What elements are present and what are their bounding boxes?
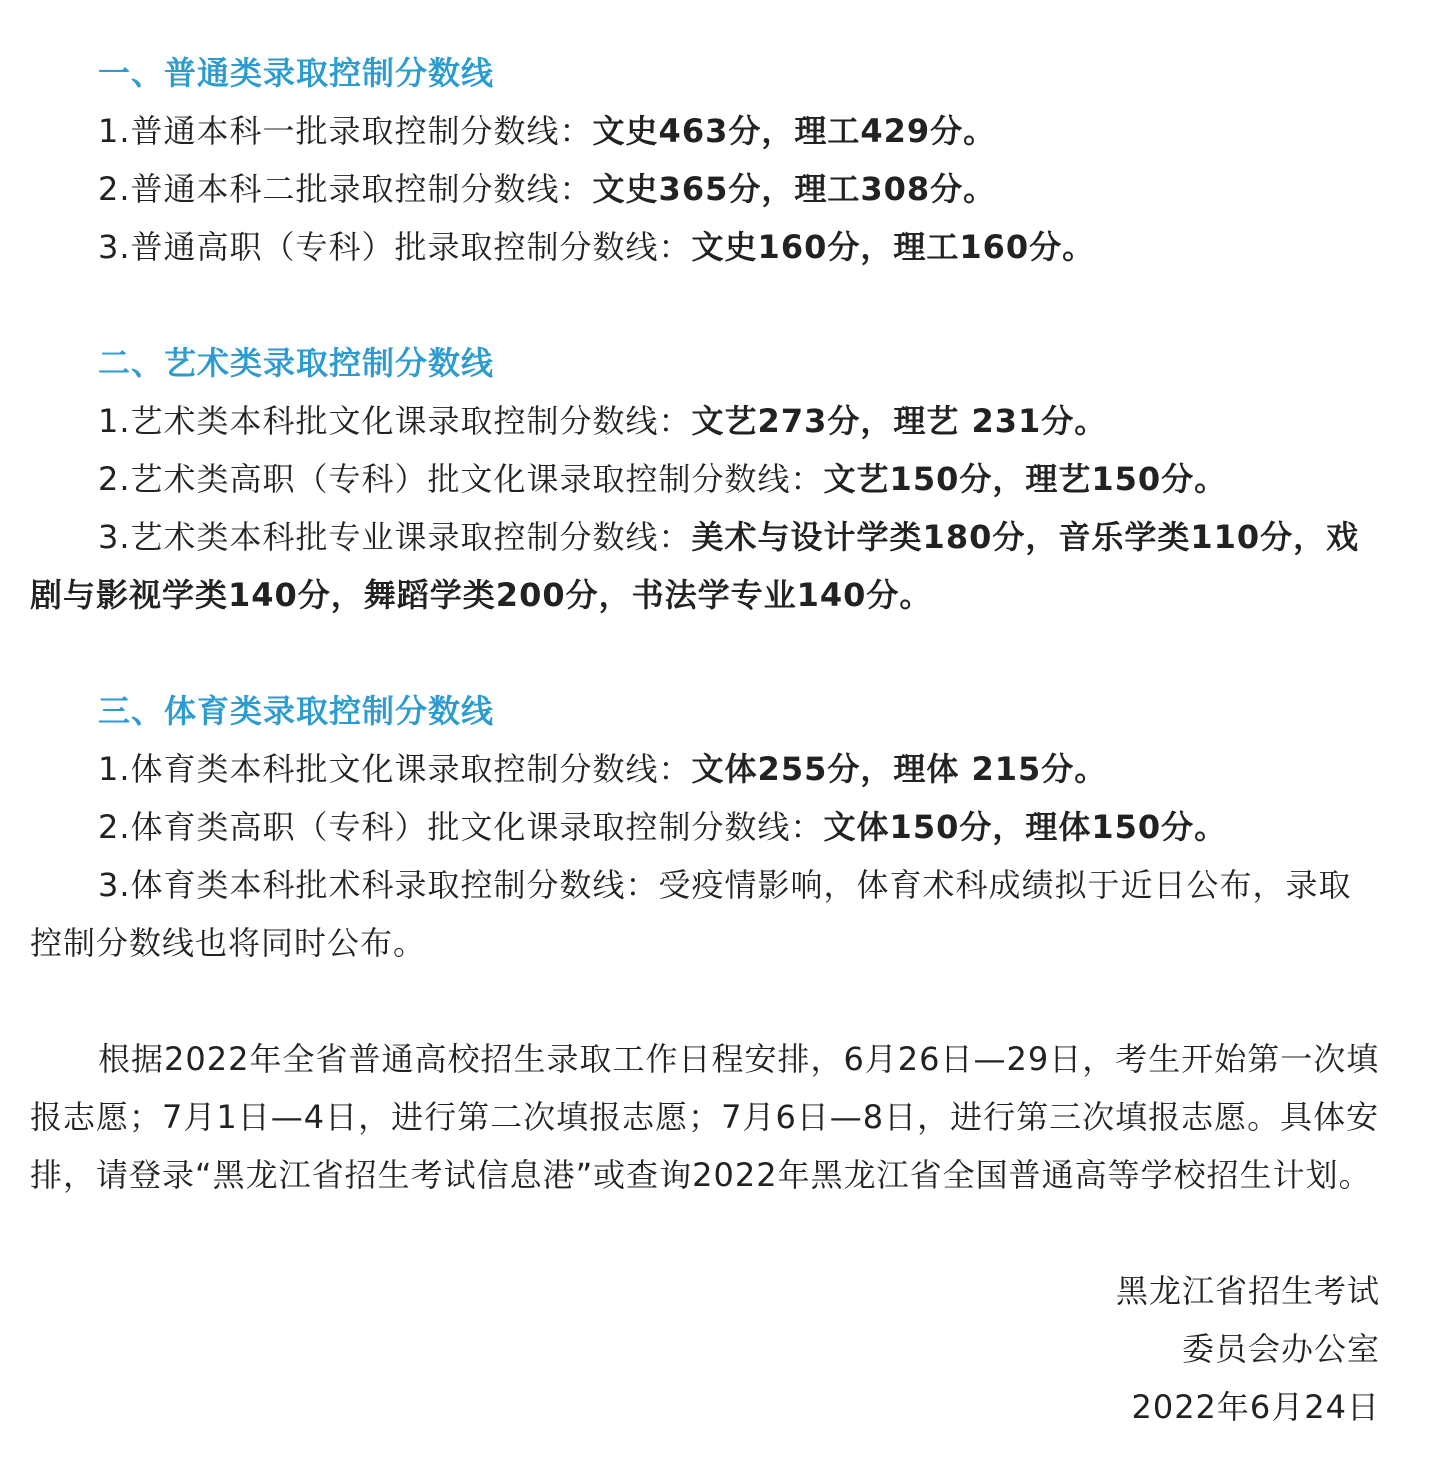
score-label: 2.体育类高职（专科）批文化课录取控制分数线： bbox=[98, 808, 824, 846]
score-line bbox=[30, 798, 1380, 856]
score-label: 2.普通本科二批录取控制分数线： bbox=[98, 170, 593, 208]
score-value: 文体255分，理体 215分。 bbox=[691, 750, 1108, 788]
score-label: 3.体育类本科批术科录取控制分数线：受疫情影响，体育术科成绩拟于近日公布，录取控制分数线也将同时公布。 bbox=[30, 866, 1352, 962]
schedule-notice: 根据2022年全省普通高校招生录取工作日程安排，6月26日—29日，考生开始第一次填报志愿；7月1日—4日，进行第二次填报志愿；7月6日—8日，进行第三次填报志愿。具体安排，请登录“黑龙江省招生考试信息港”或查询2022年黑龙江省全国普通高等学校招生计划。 bbox=[30, 1040, 1380, 1194]
score-value: 文史160分，理工160分。 bbox=[691, 228, 1096, 266]
section-heading: 三、体育类录取控制分数线 bbox=[98, 692, 495, 730]
signature-org-line2: 委员会办公室 bbox=[1181, 1330, 1380, 1368]
score-line bbox=[30, 740, 1380, 798]
section-heading: 二、艺术类录取控制分数线 bbox=[98, 344, 495, 382]
score-line bbox=[30, 102, 1380, 160]
score-value: 文艺273分，理艺 231分。 bbox=[691, 402, 1108, 440]
signature-block bbox=[30, 1262, 1380, 1436]
score-line bbox=[30, 450, 1380, 508]
score-line bbox=[30, 508, 1380, 624]
section-general bbox=[30, 44, 1380, 276]
score-value: 文体150分，理体150分。 bbox=[823, 808, 1228, 846]
score-label: 1.艺术类本科批文化课录取控制分数线： bbox=[98, 402, 692, 440]
score-label: 1.体育类本科批文化课录取控制分数线： bbox=[98, 750, 692, 788]
score-value: 文史463分，理工429分。 bbox=[592, 112, 997, 150]
score-value: 文艺150分，理艺150分。 bbox=[823, 460, 1228, 498]
score-line bbox=[30, 856, 1380, 972]
score-value: 文史365分，理工308分。 bbox=[592, 170, 997, 208]
section-heading: 一、普通类录取控制分数线 bbox=[98, 54, 495, 92]
score-label: 1.普通本科一批录取控制分数线： bbox=[98, 112, 593, 150]
score-value: 美术与设计学类180分，音乐学类110分，戏剧与影视学类140分，舞蹈学类200分，书法学专业140分。 bbox=[30, 518, 1360, 614]
signature-org-line1: 黑龙江省招生考试 bbox=[1115, 1272, 1380, 1310]
score-label: 2.艺术类高职（专科）批文化课录取控制分数线： bbox=[98, 460, 824, 498]
score-line bbox=[30, 218, 1380, 276]
section-sports bbox=[30, 682, 1380, 972]
signature-date: 2022年6月24日 bbox=[1131, 1388, 1380, 1426]
score-line bbox=[30, 160, 1380, 218]
score-label: 3.普通高职（专科）批录取控制分数线： bbox=[98, 228, 692, 266]
score-label: 3.艺术类本科批专业课录取控制分数线： bbox=[98, 518, 692, 556]
score-line bbox=[30, 392, 1380, 450]
section-art bbox=[30, 334, 1380, 624]
